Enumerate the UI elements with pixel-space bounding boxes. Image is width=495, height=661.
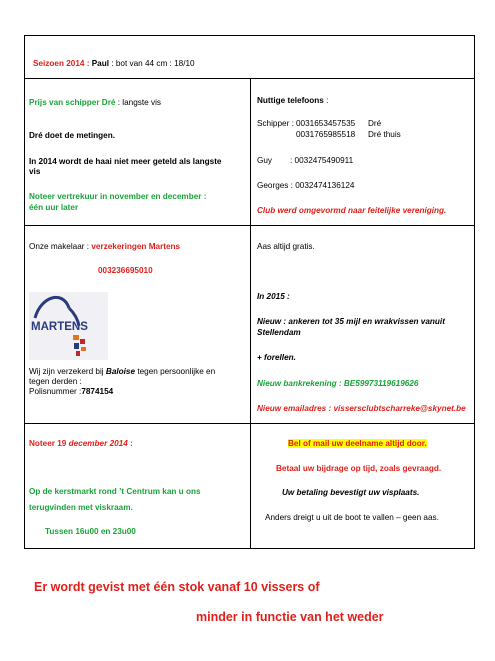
christmas-label-suffix: : bbox=[130, 439, 133, 448]
phones-title: Nuttige telefoons bbox=[257, 96, 324, 105]
georges-label: Georges : bbox=[257, 181, 293, 190]
confirm-text: Uw betaling bevestigt uw visplaats. bbox=[282, 488, 420, 497]
footer-line2: minder in functie van het weder bbox=[196, 610, 384, 624]
bait-free-text: Aas altijd gratis. bbox=[257, 242, 315, 251]
season-name: Paul bbox=[91, 59, 110, 68]
insured-prefix: Wij zijn verzekerd bij bbox=[29, 367, 104, 376]
season-label: Seizoen 2014 : bbox=[33, 59, 90, 68]
season-line bbox=[33, 59, 195, 69]
call-line bbox=[288, 439, 427, 449]
skipper-number1: 0031653457535 bbox=[296, 119, 356, 128]
column-divider bbox=[250, 78, 251, 548]
departure-note-line2: één uur later bbox=[29, 203, 79, 212]
insurance-line1 bbox=[29, 367, 215, 377]
club-note: Club werd omgevormd naar feitelijke vereniging. bbox=[257, 206, 447, 215]
broker-line bbox=[29, 242, 180, 252]
christmas-label-prefix: Noteer 19 bbox=[29, 439, 67, 448]
departure-note-line1: Noteer vertrekuur in november en december : bbox=[29, 192, 207, 201]
trout-text: + forellen. bbox=[257, 353, 296, 362]
email-address: Nieuw emailadres : vissersclubtscharreke@skynet.be bbox=[257, 404, 466, 413]
guy-label: Guy bbox=[257, 156, 273, 165]
logo-text: MARTENS bbox=[31, 321, 88, 333]
measures-text: Dré doet de metingen. bbox=[29, 131, 115, 140]
prize-label: Prijs van schipper Dré bbox=[29, 98, 116, 107]
pay-text: Betaal uw bijdrage op tijd, zoals gevraagd. bbox=[276, 464, 442, 473]
georges-line bbox=[257, 181, 354, 191]
christmas-line2: terugvinden met viskraam. bbox=[29, 503, 133, 512]
prize-rest: : langste vis bbox=[117, 98, 161, 107]
warning-text: Anders dreigt u uit de boot te vallen – geen aas. bbox=[265, 513, 439, 522]
insurer-name: Baloise bbox=[105, 367, 136, 376]
broker-label: Onze makelaar : bbox=[29, 242, 90, 251]
policy-line bbox=[29, 387, 113, 397]
skipper-number2: 0031765985518 bbox=[296, 130, 356, 139]
christmas-time: Tussen 16u00 en 23u00 bbox=[45, 527, 136, 536]
shark-rule-line1: In 2014 wordt de haai niet meer geteld als langste bbox=[29, 157, 222, 166]
martens-logo bbox=[29, 292, 108, 360]
prize-line bbox=[29, 98, 161, 108]
christmas-date: december 2014 bbox=[68, 439, 128, 448]
footer-line1: Er wordt gevist met één stok vanaf 10 vissers of bbox=[34, 580, 320, 594]
news-line2: Stellendam bbox=[257, 328, 301, 337]
martens-logo-icon bbox=[29, 292, 108, 360]
news-line1: Nieuw : ankeren tot 35 mijl en wrakvissen vanuit bbox=[257, 317, 445, 326]
phones-title-suffix: : bbox=[326, 96, 329, 105]
newsletter-table bbox=[24, 35, 475, 549]
news-2015-label: In 2015 : bbox=[257, 292, 290, 301]
georges-number: 0032474136124 bbox=[295, 181, 355, 190]
call-text: Bel of mail uw deelname altijd door. bbox=[288, 439, 427, 448]
insurance-line2: tegen derden : bbox=[29, 377, 82, 386]
skipper-name1: Dré bbox=[368, 119, 382, 128]
broker-name: verzekeringen Martens bbox=[91, 242, 181, 251]
insured-suffix: tegen persoonlijke en bbox=[137, 367, 216, 376]
season-rest: : bot van 44 cm : 18/10 bbox=[111, 59, 195, 68]
christmas-label-line bbox=[29, 439, 133, 449]
guy-number: : 0032475490911 bbox=[290, 156, 354, 165]
policy-label: Polisnummer : bbox=[29, 387, 82, 396]
christmas-line1: Op de kerstmarkt rond ’t Centrum kan u ons bbox=[29, 487, 201, 496]
broker-phone: 003236695010 bbox=[98, 266, 153, 275]
skipper-name2: Dré thuis bbox=[368, 130, 401, 139]
policy-number: 7874154 bbox=[81, 387, 114, 396]
phones-title-line bbox=[257, 96, 328, 106]
shark-rule-line2: vis bbox=[29, 167, 41, 176]
bank-account: Nieuw bankrekening : BE59973119619626 bbox=[257, 379, 419, 388]
skipper-label: Schipper : bbox=[257, 119, 294, 128]
